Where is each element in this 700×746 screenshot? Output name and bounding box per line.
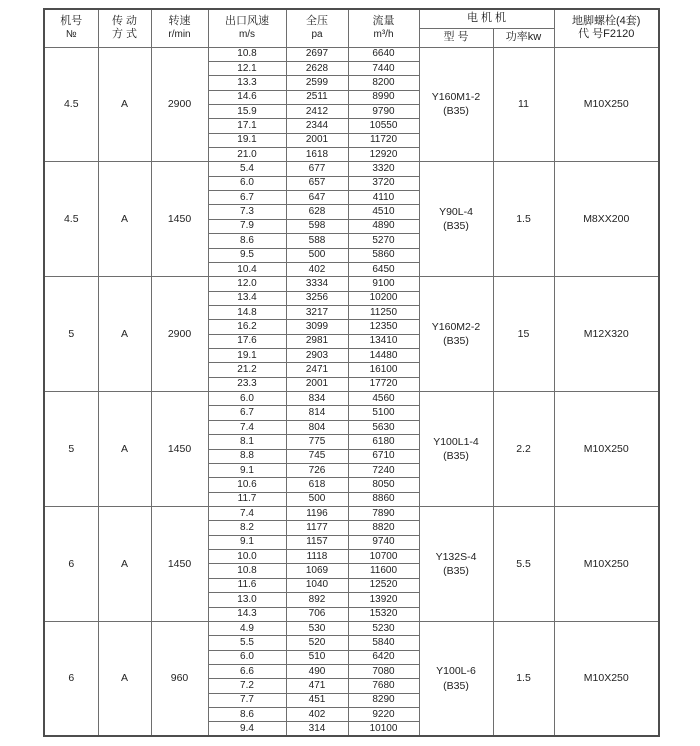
speed-cell: 2900 bbox=[151, 47, 208, 162]
flow-cell: 14480 bbox=[348, 349, 419, 363]
velocity-cell: 21.2 bbox=[208, 363, 286, 377]
motor-power-cell: 15 bbox=[493, 277, 554, 392]
pressure-cell: 598 bbox=[286, 219, 348, 233]
velocity-cell: 6.7 bbox=[208, 406, 286, 420]
motor-model-cell bbox=[419, 47, 493, 162]
velocity-cell: 8.8 bbox=[208, 449, 286, 463]
motor-model: Y132S-4 bbox=[435, 550, 477, 563]
pressure-cell: 892 bbox=[286, 593, 348, 607]
header-bolt bbox=[554, 9, 659, 47]
machine-no-cell: 5 bbox=[44, 392, 98, 507]
table-header bbox=[44, 9, 659, 47]
header-row-1 bbox=[44, 9, 659, 28]
pressure-cell: 1069 bbox=[286, 564, 348, 578]
pressure-cell: 3256 bbox=[286, 291, 348, 305]
velocity-cell: 14.8 bbox=[208, 305, 286, 319]
speed-cell: 960 bbox=[151, 621, 208, 736]
velocity-cell: 19.1 bbox=[208, 133, 286, 147]
velocity-cell: 8.6 bbox=[208, 708, 286, 722]
velocity-cell: 10.8 bbox=[208, 47, 286, 61]
machine-no-cell: 6 bbox=[44, 621, 98, 736]
header-bolt-label-1: 地脚螺栓(4套) bbox=[572, 14, 641, 27]
velocity-cell: 11.7 bbox=[208, 492, 286, 506]
table-row bbox=[44, 392, 659, 406]
header-flow bbox=[348, 9, 419, 47]
pressure-cell: 2344 bbox=[286, 119, 348, 133]
flow-cell: 4890 bbox=[348, 219, 419, 233]
motor-power-cell: 11 bbox=[493, 47, 554, 162]
flow-cell: 8860 bbox=[348, 492, 419, 506]
velocity-cell: 7.7 bbox=[208, 693, 286, 707]
pressure-cell: 3099 bbox=[286, 320, 348, 334]
bolt-cell: M10X250 bbox=[554, 621, 659, 736]
velocity-cell: 8.2 bbox=[208, 521, 286, 535]
motor-model: Y90L-4 bbox=[439, 206, 473, 219]
motor-model-cell bbox=[419, 392, 493, 507]
flow-cell: 10100 bbox=[348, 722, 419, 736]
header-motor-model: 型 号 bbox=[419, 28, 493, 47]
motor-power-cell: 1.5 bbox=[493, 621, 554, 736]
velocity-cell: 19.1 bbox=[208, 349, 286, 363]
drive-cell: A bbox=[98, 507, 151, 622]
motor-model: Y100L-6 bbox=[436, 665, 476, 678]
velocity-cell: 6.0 bbox=[208, 176, 286, 190]
velocity-cell: 12.0 bbox=[208, 277, 286, 291]
pressure-cell: 647 bbox=[286, 191, 348, 205]
flow-cell: 6710 bbox=[348, 449, 419, 463]
table-row bbox=[44, 621, 659, 635]
table-row bbox=[44, 162, 659, 176]
flow-cell: 7680 bbox=[348, 679, 419, 693]
flow-cell: 10200 bbox=[348, 291, 419, 305]
speed-cell: 1450 bbox=[151, 162, 208, 277]
flow-cell: 11720 bbox=[348, 133, 419, 147]
flow-cell: 11600 bbox=[348, 564, 419, 578]
pressure-cell: 1040 bbox=[286, 578, 348, 592]
velocity-cell: 13.0 bbox=[208, 593, 286, 607]
header-pressure-unit: pa bbox=[311, 28, 323, 40]
pressure-cell: 2412 bbox=[286, 104, 348, 118]
velocity-cell: 5.5 bbox=[208, 636, 286, 650]
drive-cell: A bbox=[98, 621, 151, 736]
flow-cell: 4110 bbox=[348, 191, 419, 205]
flow-cell: 6450 bbox=[348, 262, 419, 276]
header-motor-power: 功率kw bbox=[493, 28, 554, 47]
pressure-cell: 451 bbox=[286, 693, 348, 707]
flow-cell: 11250 bbox=[348, 305, 419, 319]
pressure-cell: 314 bbox=[286, 722, 348, 736]
flow-cell: 9790 bbox=[348, 104, 419, 118]
pressure-cell: 402 bbox=[286, 708, 348, 722]
pressure-cell: 2697 bbox=[286, 47, 348, 61]
machine-no-cell: 4.5 bbox=[44, 47, 98, 162]
pressure-cell: 520 bbox=[286, 636, 348, 650]
velocity-cell: 10.6 bbox=[208, 478, 286, 492]
velocity-cell: 8.6 bbox=[208, 234, 286, 248]
velocity-cell: 6.0 bbox=[208, 650, 286, 664]
header-motor-group: 电 机 机 bbox=[419, 9, 554, 28]
speed-cell: 2900 bbox=[151, 277, 208, 392]
flow-cell: 15320 bbox=[348, 607, 419, 621]
velocity-cell: 10.4 bbox=[208, 262, 286, 276]
flow-cell: 12520 bbox=[348, 578, 419, 592]
flow-cell: 10550 bbox=[348, 119, 419, 133]
pressure-cell: 1157 bbox=[286, 535, 348, 549]
flow-cell: 6180 bbox=[348, 435, 419, 449]
speed-cell: 1450 bbox=[151, 507, 208, 622]
pressure-cell: 510 bbox=[286, 650, 348, 664]
flow-cell: 17720 bbox=[348, 377, 419, 391]
velocity-cell: 15.9 bbox=[208, 104, 286, 118]
bolt-cell: M8XX200 bbox=[554, 162, 659, 277]
flow-cell: 3320 bbox=[348, 162, 419, 176]
flow-cell: 10700 bbox=[348, 550, 419, 564]
spec-table bbox=[43, 8, 660, 737]
motor-frame: (B35) bbox=[443, 450, 469, 463]
pressure-cell: 2001 bbox=[286, 133, 348, 147]
bolt-cell: M10X250 bbox=[554, 507, 659, 622]
flow-cell: 5630 bbox=[348, 420, 419, 434]
velocity-cell: 9.4 bbox=[208, 722, 286, 736]
speed-cell: 1450 bbox=[151, 392, 208, 507]
velocity-cell: 7.4 bbox=[208, 420, 286, 434]
flow-cell: 8290 bbox=[348, 693, 419, 707]
table-row bbox=[44, 507, 659, 521]
pressure-cell: 588 bbox=[286, 234, 348, 248]
pressure-cell: 1196 bbox=[286, 507, 348, 521]
velocity-cell: 8.1 bbox=[208, 435, 286, 449]
pressure-cell: 2001 bbox=[286, 377, 348, 391]
motor-frame: (B35) bbox=[443, 220, 469, 233]
velocity-cell: 13.4 bbox=[208, 291, 286, 305]
drive-cell: A bbox=[98, 162, 151, 277]
flow-cell: 6640 bbox=[348, 47, 419, 61]
flow-cell: 9100 bbox=[348, 277, 419, 291]
pressure-cell: 834 bbox=[286, 392, 348, 406]
flow-cell: 8820 bbox=[348, 521, 419, 535]
velocity-cell: 23.3 bbox=[208, 377, 286, 391]
pressure-cell: 471 bbox=[286, 679, 348, 693]
velocity-cell: 10.0 bbox=[208, 550, 286, 564]
motor-model: Y100L1-4 bbox=[433, 435, 479, 448]
pressure-cell: 500 bbox=[286, 492, 348, 506]
velocity-cell: 12.1 bbox=[208, 61, 286, 75]
pressure-cell: 775 bbox=[286, 435, 348, 449]
pressure-cell: 2471 bbox=[286, 363, 348, 377]
pressure-cell: 1118 bbox=[286, 550, 348, 564]
pressure-cell: 628 bbox=[286, 205, 348, 219]
header-drive bbox=[98, 9, 151, 47]
pressure-cell: 706 bbox=[286, 607, 348, 621]
velocity-cell: 17.1 bbox=[208, 119, 286, 133]
header-velocity-unit: m/s bbox=[238, 28, 256, 40]
pressure-cell: 745 bbox=[286, 449, 348, 463]
header-velocity bbox=[208, 9, 286, 47]
pressure-cell: 3334 bbox=[286, 277, 348, 291]
machine-no-cell: 5 bbox=[44, 277, 98, 392]
header-flow-label: 流量 bbox=[372, 15, 395, 28]
pressure-cell: 3217 bbox=[286, 305, 348, 319]
header-machine-no-label: 机号 bbox=[60, 15, 83, 28]
velocity-cell: 17.6 bbox=[208, 334, 286, 348]
velocity-cell: 14.6 bbox=[208, 90, 286, 104]
header-pressure-label: 全压 bbox=[306, 15, 328, 28]
velocity-cell: 21.0 bbox=[208, 148, 286, 162]
pressure-cell: 814 bbox=[286, 406, 348, 420]
velocity-cell: 10.8 bbox=[208, 564, 286, 578]
velocity-cell: 9.1 bbox=[208, 535, 286, 549]
pressure-cell: 402 bbox=[286, 262, 348, 276]
drive-cell: A bbox=[98, 392, 151, 507]
drive-cell: A bbox=[98, 47, 151, 162]
velocity-cell: 6.7 bbox=[208, 191, 286, 205]
header-bolt-label-2: 代 号F2120 bbox=[578, 28, 635, 41]
pressure-cell: 2599 bbox=[286, 76, 348, 90]
pressure-cell: 1618 bbox=[286, 148, 348, 162]
flow-cell: 7440 bbox=[348, 61, 419, 75]
bolt-cell: M10X250 bbox=[554, 47, 659, 162]
velocity-cell: 7.3 bbox=[208, 205, 286, 219]
flow-cell: 6420 bbox=[348, 650, 419, 664]
velocity-cell: 7.2 bbox=[208, 679, 286, 693]
velocity-cell: 13.3 bbox=[208, 76, 286, 90]
header-machine-no bbox=[44, 9, 98, 47]
velocity-cell: 6.0 bbox=[208, 392, 286, 406]
flow-cell: 13920 bbox=[348, 593, 419, 607]
pressure-cell: 530 bbox=[286, 621, 348, 635]
motor-frame: (B35) bbox=[443, 679, 469, 692]
flow-cell: 7240 bbox=[348, 463, 419, 477]
flow-cell: 3720 bbox=[348, 176, 419, 190]
pressure-cell: 804 bbox=[286, 420, 348, 434]
header-speed-unit: r/min bbox=[168, 28, 191, 40]
motor-power-cell: 5.5 bbox=[493, 507, 554, 622]
flow-cell: 5270 bbox=[348, 234, 419, 248]
flow-cell: 8050 bbox=[348, 478, 419, 492]
machine-no-cell: 6 bbox=[44, 507, 98, 622]
header-drive-label-1: 传 动 bbox=[111, 14, 138, 27]
flow-cell: 5100 bbox=[348, 406, 419, 420]
header-speed bbox=[151, 9, 208, 47]
flow-cell: 9220 bbox=[348, 708, 419, 722]
velocity-cell: 9.5 bbox=[208, 248, 286, 262]
table-row bbox=[44, 47, 659, 61]
pressure-cell: 490 bbox=[286, 664, 348, 678]
motor-model-cell bbox=[419, 621, 493, 736]
flow-cell: 16100 bbox=[348, 363, 419, 377]
pressure-cell: 618 bbox=[286, 478, 348, 492]
pressure-cell: 726 bbox=[286, 463, 348, 477]
velocity-cell: 16.2 bbox=[208, 320, 286, 334]
velocity-cell: 11.6 bbox=[208, 578, 286, 592]
motor-frame: (B35) bbox=[443, 564, 469, 577]
flow-cell: 9740 bbox=[348, 535, 419, 549]
machine-no-cell: 4.5 bbox=[44, 162, 98, 277]
header-flow-unit: m³/h bbox=[373, 28, 394, 40]
motor-power-cell: 1.5 bbox=[493, 162, 554, 277]
motor-power-cell: 2.2 bbox=[493, 392, 554, 507]
table-row bbox=[44, 277, 659, 291]
flow-cell: 8990 bbox=[348, 90, 419, 104]
flow-cell: 12920 bbox=[348, 148, 419, 162]
pressure-cell: 1177 bbox=[286, 521, 348, 535]
flow-cell: 4560 bbox=[348, 392, 419, 406]
flow-cell: 5840 bbox=[348, 636, 419, 650]
header-velocity-label: 出口风速 bbox=[225, 15, 269, 28]
motor-model-cell bbox=[419, 162, 493, 277]
flow-cell: 5860 bbox=[348, 248, 419, 262]
velocity-cell: 7.4 bbox=[208, 507, 286, 521]
velocity-cell: 9.1 bbox=[208, 463, 286, 477]
pressure-cell: 2981 bbox=[286, 334, 348, 348]
bolt-cell: M12X320 bbox=[554, 277, 659, 392]
flow-cell: 4510 bbox=[348, 205, 419, 219]
header-pressure bbox=[286, 9, 348, 47]
motor-model-cell bbox=[419, 507, 493, 622]
header-machine-no-unit: № bbox=[65, 28, 77, 40]
flow-cell: 7080 bbox=[348, 664, 419, 678]
velocity-cell: 7.9 bbox=[208, 219, 286, 233]
pressure-cell: 2628 bbox=[286, 61, 348, 75]
bolt-cell: M10X250 bbox=[554, 392, 659, 507]
motor-model-cell bbox=[419, 277, 493, 392]
flow-cell: 7890 bbox=[348, 507, 419, 521]
pressure-cell: 500 bbox=[286, 248, 348, 262]
pressure-cell: 2511 bbox=[286, 90, 348, 104]
motor-model: Y160M2-2 bbox=[431, 321, 481, 334]
header-speed-label: 转速 bbox=[168, 15, 191, 28]
pressure-cell: 677 bbox=[286, 162, 348, 176]
motor-model: Y160M1-2 bbox=[431, 91, 481, 104]
pressure-cell: 2903 bbox=[286, 349, 348, 363]
flow-cell: 12350 bbox=[348, 320, 419, 334]
header-drive-label-2: 方 式 bbox=[111, 28, 138, 41]
pressure-cell: 657 bbox=[286, 176, 348, 190]
motor-frame: (B35) bbox=[443, 105, 469, 118]
velocity-cell: 6.6 bbox=[208, 664, 286, 678]
motor-frame: (B35) bbox=[443, 335, 469, 348]
flow-cell: 8200 bbox=[348, 76, 419, 90]
velocity-cell: 5.4 bbox=[208, 162, 286, 176]
velocity-cell: 4.9 bbox=[208, 621, 286, 635]
velocity-cell: 14.3 bbox=[208, 607, 286, 621]
flow-cell: 13410 bbox=[348, 334, 419, 348]
table-body bbox=[44, 47, 659, 736]
flow-cell: 5230 bbox=[348, 621, 419, 635]
drive-cell: A bbox=[98, 277, 151, 392]
